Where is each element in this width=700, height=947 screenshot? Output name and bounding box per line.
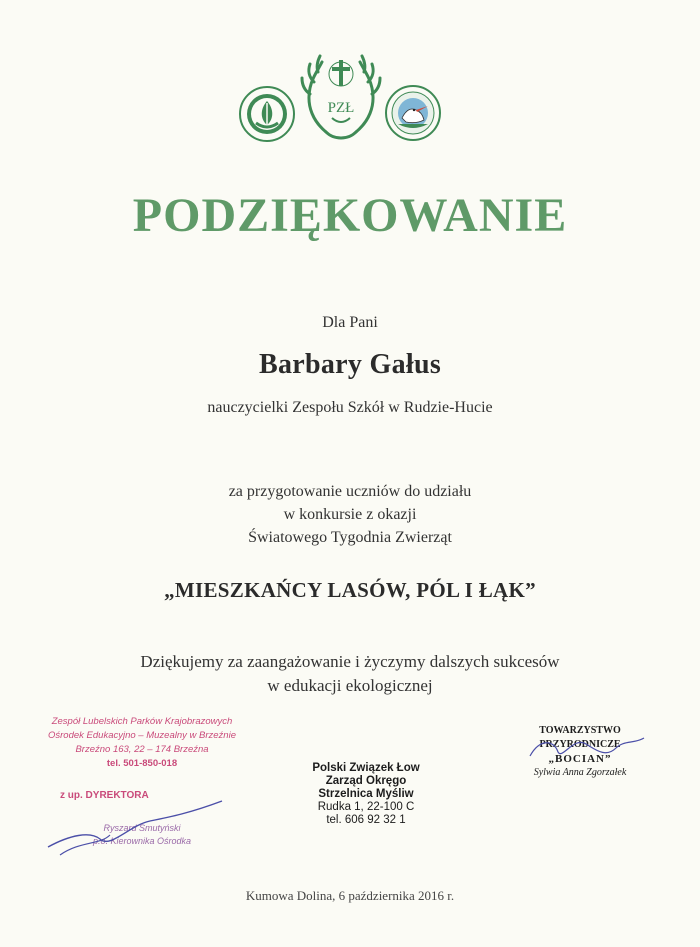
thanks-line-2: w edukacji ekologicznej xyxy=(267,676,433,695)
director-position: p.o. Kierownika Ośrodka xyxy=(92,836,192,846)
bocian-stamp-line-1: TOWARZYSTWO PRZYRODNICZE xyxy=(539,725,621,750)
thanks-line-1: Dziękujemy za zaangażowanie i życzymy dalszych sukcesów xyxy=(140,652,560,671)
purpose-line-3: Światowego Tygodnia Zwierząt xyxy=(248,529,452,546)
bocian-stamp-name: „BOCIAN” xyxy=(548,753,612,765)
park-stamp-phone: tel. 501-850-018 xyxy=(106,758,178,769)
purpose-line-1: za przygotowanie uczniów do udziału xyxy=(228,483,472,500)
recipient-greeting: Dla Pani xyxy=(322,314,378,331)
director-name: Ryszard Smutyński xyxy=(103,823,181,833)
hunting-stamp-phone: tel. 606 92 32 1 xyxy=(326,814,406,826)
park-logo-icon xyxy=(238,85,296,143)
pzl-antler-cross-icon xyxy=(296,52,386,147)
hunting-association-stamp xyxy=(286,762,446,827)
park-stamp-line-1: Zespół Lubelskich Parków Krajobrazowych xyxy=(51,716,233,727)
right-signature xyxy=(520,730,650,766)
park-stamp-line-2: Ośrodek Edukacyjno – Muzealny w Brzeźnie xyxy=(48,730,236,741)
recipient-name: Barbary Gałus xyxy=(258,349,442,380)
park-stamp xyxy=(22,715,262,771)
recipient-role: nauczycielki Zespołu Szkół w Rudzie-Hucie xyxy=(207,399,493,416)
hunting-stamp-line-2: Zarząd Okręgo xyxy=(325,775,407,787)
left-signature xyxy=(40,795,230,865)
certificate-title: PODZIĘKOWANIE xyxy=(132,189,568,242)
hunting-stamp-address: Rudka 1, 22-100 C xyxy=(317,801,415,813)
purpose-line-2: w konkursie z okazji xyxy=(283,506,417,523)
bocian-signer: Sylwia Anna Zgorzałek xyxy=(533,767,627,778)
bocian-stork-icon xyxy=(384,84,442,142)
hunting-stamp-line-3: Strzelnica Myśliw xyxy=(318,788,414,800)
hunting-stamp-line-1: Polski Związek Łow xyxy=(312,762,420,774)
pzl-logo-text: PZŁ xyxy=(327,100,355,116)
contest-title: „MIESZKAŃCY LASÓW, PÓL I ŁĄK” xyxy=(164,578,536,602)
park-stamp-line-3: Brzeźno 163, 22 – 174 Brzeźna xyxy=(75,744,209,755)
director-proxy-label: z up. DYREKTORA xyxy=(60,790,149,801)
place-and-date: Kumowa Dolina, 6 października 2016 r. xyxy=(245,888,455,903)
